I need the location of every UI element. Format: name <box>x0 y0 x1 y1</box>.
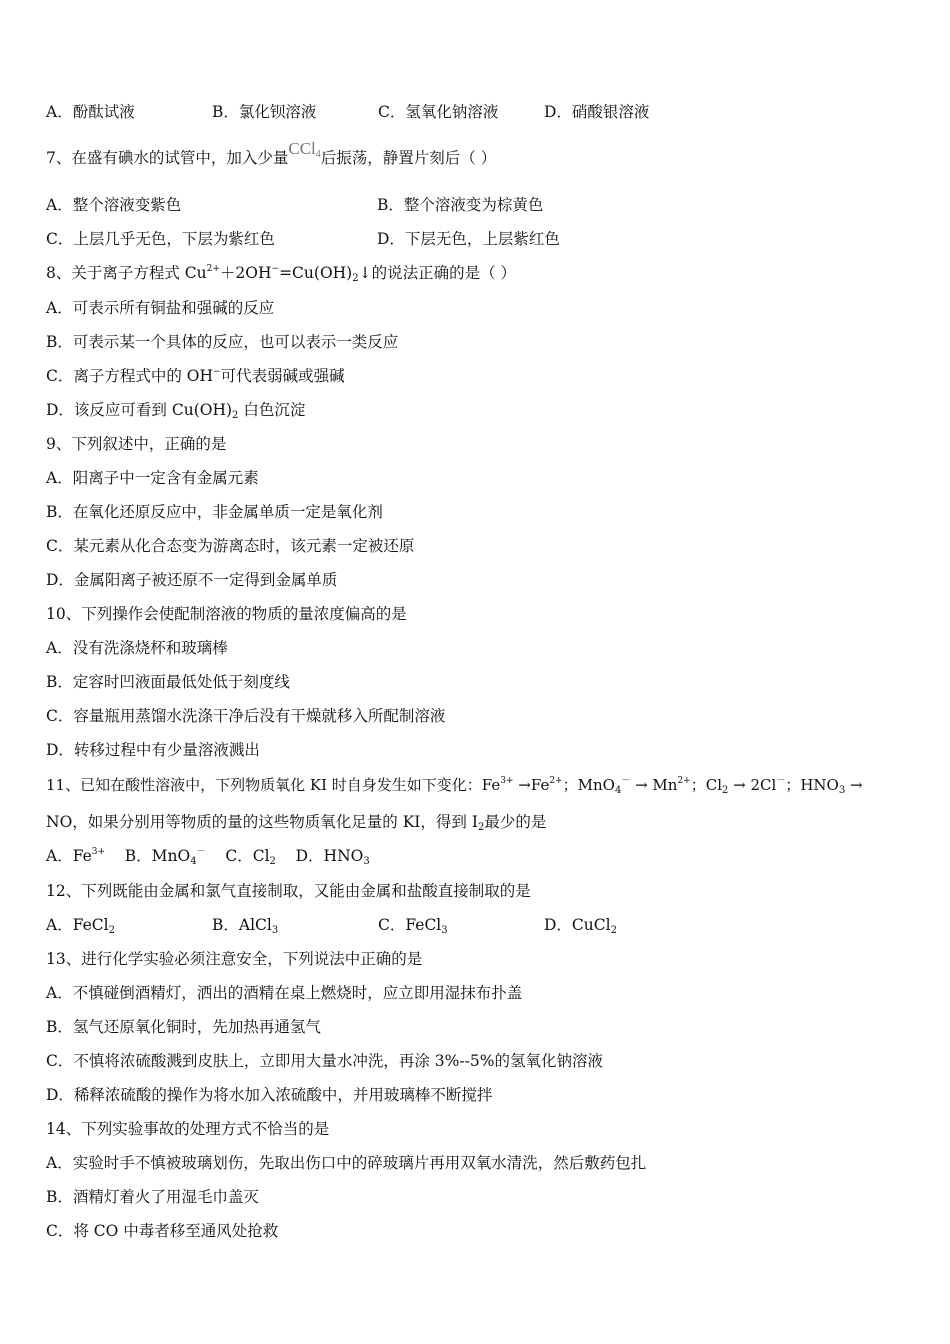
option-b: B．氯化钡溶液 <box>212 103 317 121</box>
option-a: A．$Fe^{3+}$ <box>46 847 106 865</box>
question-14-stem: 14、下列实验事故的处理方式不恰当的是 <box>46 1120 330 1138</box>
question-8-option-a: A．可表示所有铜盐和强碱的反应 <box>46 299 275 317</box>
question-8-option-c: C．离子方程式中的 OH−可代表弱碱或强碱 <box>46 367 345 385</box>
question-7-options-row2 <box>46 229 560 249</box>
question-8-option-b: B．可表示某一个具体的反应，也可以表示一类反应 <box>46 333 399 351</box>
question-12-options <box>46 915 617 935</box>
question-11-stem-line2: NO，如果分别用等物质的量的这些物质氧化足量的 KI，得到 $I_2$最少的是 <box>46 813 547 833</box>
option-b: B．MnO$_4$－ <box>124 847 206 867</box>
question-12-stem: 12、下列既能由金属和氯气直接制取，又能由金属和盐酸直接制取的是 <box>46 882 531 900</box>
question-10-option-c: C．容量瓶用蒸馏水洗涤干净后没有干燥就移入所配制溶液 <box>46 707 446 725</box>
option-a: A．FeCl$_2$ <box>46 916 115 936</box>
option-c: C．FeCl$_3$ <box>378 916 448 936</box>
option-c: C．上层几乎无色，下层为紫红色 <box>46 230 275 248</box>
question-8-stem: 8、关于离子方程式 $Cu^{2+}+2OH^-=Cu(OH)_2↓$的说法正确的是（ ） <box>46 264 517 284</box>
question-8-option-d: D．该反应可看到 $Cu(OH)_2$ 白色沉淀 <box>46 401 306 421</box>
question-10-option-a: A．没有洗涤烧杯和玻璃棒 <box>46 639 228 657</box>
option-d: D．$HNO_3$ <box>295 847 370 867</box>
question-13-option-d: D．稀释浓硫酸的操作为将水加入浓硫酸中，并用玻璃棒不断搅拌 <box>46 1086 493 1104</box>
question-14-option-a: A．实验时手不慎被玻璃划伤，先取出伤口中的碎玻璃片再用双氧水清洗，然后敷药包扎 <box>46 1154 647 1172</box>
question-11-stem-line1: 11、已知在酸性溶液中，下列物质氧化 KI 时自身发生如下变化：$Fe^{3+} \to Fe^{2+}$；$MnO_4^- \to Mn^{2+}$；$Cl_2 \to 2Cl^-$；$HNO_3$ → <box>46 776 863 796</box>
question-13-option-c: C．不慎将浓硫酸溅到皮肤上，立即用大量水冲洗，再涂 3%--5%的氢氧化钠溶液 <box>46 1052 603 1070</box>
question-9-option-c: C．某元素从化合态变为游离态时，该元素一定被还原 <box>46 537 415 555</box>
option-c: C．氢氧化钠溶液 <box>378 103 499 121</box>
ccl4-formula-image: CCl$_4$ <box>288 139 321 160</box>
option-b: B．整个溶液变为棕黄色 <box>377 196 544 214</box>
question-13-stem: 13、进行化学实验必须注意安全，下列说法中正确的是 <box>46 950 423 968</box>
question-9-option-a: A．阳离子中一定含有金属元素 <box>46 469 259 487</box>
question-13-option-b: B．氢气还原氧化铜时，先加热再通氢气 <box>46 1018 321 1036</box>
question-14-option-b: B．酒精灯着火了用湿毛巾盖灭 <box>46 1188 259 1206</box>
question-10-stem: 10、下列操作会使配制溶液的物质的量浓度偏高的是 <box>46 605 407 623</box>
option-b: B．AlCl$_3$ <box>212 916 279 936</box>
prev-question-options <box>46 102 649 122</box>
question-13-option-a: A．不慎碰倒酒精灯，洒出的酒精在桌上燃烧时，应立即用湿抹布扑盖 <box>46 984 523 1002</box>
question-11-options <box>46 846 370 866</box>
question-9-option-d: D．金属阳离子被还原不一定得到金属单质 <box>46 571 338 589</box>
option-d: D．CuCl$_2$ <box>544 916 617 936</box>
question-14-option-c: C．将 CO 中毒者移至通风处抢救 <box>46 1222 279 1240</box>
option-d: D．硝酸银溶液 <box>544 103 650 121</box>
question-7-stem: 7、在盛有碘水的试管中，加入少量CCl$_4$后振荡，静置片刻后（ ） <box>46 139 497 167</box>
option-a: A．酚酞试液 <box>46 103 135 121</box>
option-c: C．$Cl_2$ <box>225 847 276 867</box>
option-a: A．整个溶液变紫色 <box>46 196 182 214</box>
option-d: D．下层无色，上层紫红色 <box>377 230 560 248</box>
question-9-stem: 9、下列叙述中，正确的是 <box>46 435 227 453</box>
question-7-options-row1 <box>46 195 543 215</box>
question-10-option-b: B．定容时凹液面最低处低于刻度线 <box>46 673 290 691</box>
question-10-option-d: D．转移过程中有少量溶液溅出 <box>46 741 260 759</box>
question-9-option-b: B．在氧化还原反应中，非金属单质一定是氧化剂 <box>46 503 383 521</box>
